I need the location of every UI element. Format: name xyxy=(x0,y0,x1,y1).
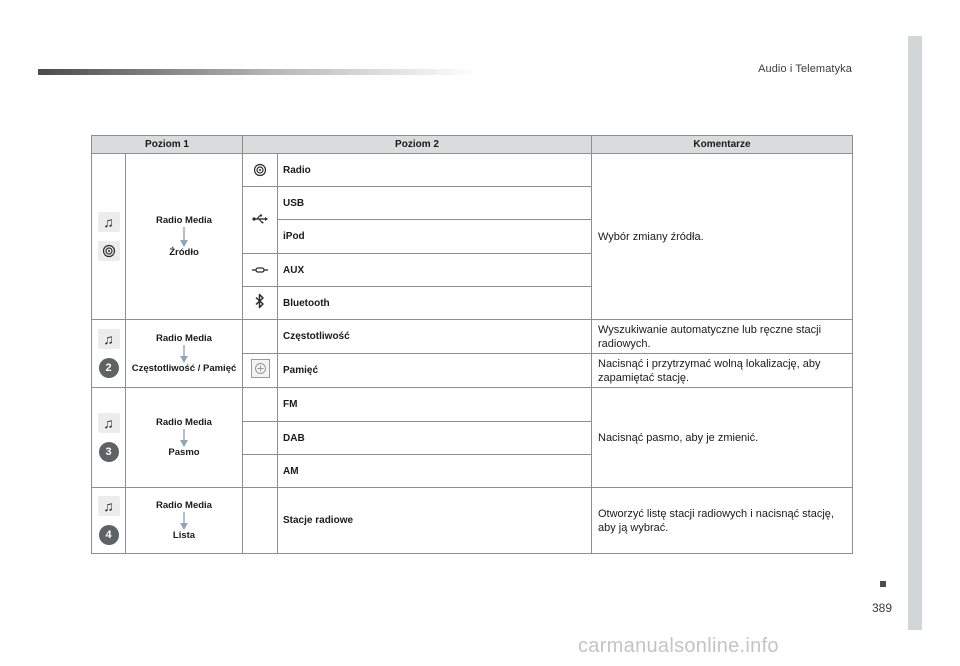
level2-item: Pamięć xyxy=(278,354,592,388)
number-badge: 2 xyxy=(99,358,119,378)
empty-icon-cell xyxy=(243,320,278,354)
table-row xyxy=(92,488,853,554)
level2-item: DAB xyxy=(278,422,592,455)
group4-icons xyxy=(92,488,126,554)
arrow-down-icon xyxy=(180,512,188,530)
group3-comment: Nacisnąć pasmo, aby je zmienić. xyxy=(592,388,853,488)
level1-top-label: Radio Media xyxy=(156,332,212,344)
arrow-down-icon xyxy=(180,345,188,363)
radio-source-icon xyxy=(98,241,120,261)
bluetooth-icon-cell xyxy=(243,287,278,320)
usb-icon xyxy=(252,214,268,224)
group3-icons xyxy=(92,388,126,488)
menu-table xyxy=(91,135,853,554)
header-gradient-bar xyxy=(38,69,478,75)
level2-item: Stacje radiowe xyxy=(278,488,592,554)
group4-level1 xyxy=(126,488,243,554)
header-level1: Poziom 1 xyxy=(92,136,243,154)
level2-item: Radio xyxy=(278,154,592,187)
level2-item: USB xyxy=(278,187,592,220)
table-row xyxy=(92,154,853,187)
watermark: carmanualsonline.info xyxy=(578,635,779,657)
aux-icon xyxy=(252,266,268,274)
level2-item: Bluetooth xyxy=(278,287,592,320)
level1-bottom-label: Źródło xyxy=(169,246,199,258)
group3-level1 xyxy=(126,388,243,488)
header-comments: Komentarze xyxy=(592,136,853,154)
bluetooth-icon xyxy=(255,293,265,309)
level1-top-label: Radio Media xyxy=(156,214,212,226)
empty-icon-cell xyxy=(243,388,278,422)
arrow-down-icon xyxy=(180,227,188,247)
level1-bottom-label: Częstotliwość / Pamięć xyxy=(131,362,237,374)
level2-item: FM xyxy=(278,388,592,422)
page-number: 389 xyxy=(872,601,893,615)
group1-level1 xyxy=(126,154,243,320)
music-note-icon: ♫ xyxy=(98,329,120,349)
level1-bottom-label: Lista xyxy=(172,529,196,541)
music-note-icon: ♫ xyxy=(98,212,120,232)
memory-icon-cell xyxy=(243,354,278,388)
group1-icons xyxy=(92,154,126,320)
page-header-title: Audio i Telematyka xyxy=(758,63,852,75)
radio-icon-cell xyxy=(243,154,278,187)
empty-icon-cell xyxy=(243,422,278,455)
level2-item: iPod xyxy=(278,220,592,254)
comment-cell: Wyszukiwanie automatyczne lub ręczne stacji radiowych. xyxy=(592,320,853,354)
comment-cell: Nacisnąć i przytrzymać wolną lokalizację, aby zapamiętać stację. xyxy=(592,354,853,388)
number-badge: 3 xyxy=(99,442,119,462)
level2-item: AM xyxy=(278,455,592,488)
arrow-down-icon xyxy=(180,429,188,447)
table-row xyxy=(92,388,853,422)
group2-level1 xyxy=(126,320,243,388)
level1-bottom-label: Pasmo xyxy=(168,446,200,458)
side-strip xyxy=(908,36,922,630)
music-note-icon: ♫ xyxy=(98,413,120,433)
level1-top-label: Radio Media xyxy=(156,416,212,428)
empty-icon-cell xyxy=(243,488,278,554)
table-row xyxy=(92,320,853,354)
comment-cell: Otworzyć listę stacji radiowych i nacisnąć stację, aby ją wybrać. xyxy=(592,488,853,554)
radio-icon xyxy=(253,163,267,177)
aux-icon-cell xyxy=(243,254,278,287)
group1-comment: Wybór zmiany źródła. xyxy=(592,154,853,320)
memory-plus-icon xyxy=(251,359,270,378)
table-header-row xyxy=(92,136,853,154)
number-badge: 4 xyxy=(99,525,119,545)
page-marker xyxy=(880,581,886,587)
music-note-icon: ♫ xyxy=(98,496,120,516)
empty-icon-cell xyxy=(243,455,278,488)
level1-top-label: Radio Media xyxy=(156,499,212,511)
group2-icons xyxy=(92,320,126,388)
usb-icon-cell xyxy=(243,187,278,254)
level2-item: AUX xyxy=(278,254,592,287)
level2-item: Częstotliwość xyxy=(278,320,592,354)
header-level2: Poziom 2 xyxy=(243,136,592,154)
